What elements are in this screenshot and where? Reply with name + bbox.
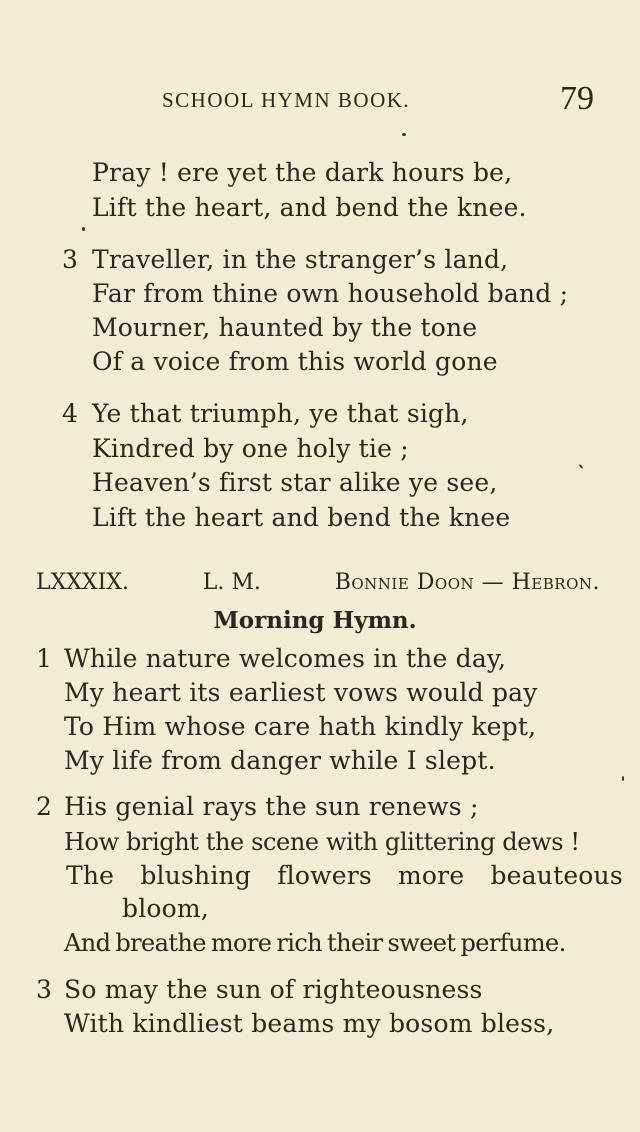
stanza-number: 3 [36,975,52,1004]
hymn-tunes: Bonnie Doon — Hebron. [334,570,600,595]
verse-line: My heart its earliest vows would pay [64,678,538,707]
verse-line: To Him whose care hath kindly kept, [64,712,537,741]
hymn-meter: L. M. [202,570,261,595]
verse-line: How bright the scene with glittering dews ! [64,828,580,856]
verse-line: Pray ! ere yet the dark hours be, [92,158,513,187]
stanza-number: 4 [62,399,78,428]
ink-speck [402,133,406,136]
verse-line: So may the sun of righteousness [64,975,483,1004]
verse-line: Lift the heart and bend the knee [92,503,511,532]
page-number: 79 [560,80,594,117]
hymn-numeral: LXXXIX. [36,570,129,595]
verse-line: Kindred by one holy tie ; [92,434,409,463]
verse-line: And breathe more rich their sweet perfume. [64,929,566,957]
hymn-title: Morning Hymn. [213,607,417,634]
stanza-number: 2 [36,792,52,821]
verse-line: Mourner, haunted by the tone [92,313,478,342]
verse-line: bloom, [122,894,209,923]
verse-line: My life from danger while I slept. [64,746,496,775]
verse-line: With kindliest beams my bosom bless, [64,1009,555,1038]
verse-line: Heaven’s first star alike ye see, [92,468,498,497]
stanza-number: 1 [36,644,52,673]
verse-line: His genial rays the sun renews ; [64,792,479,821]
verse-line: The blushing flowers more beauteous [66,861,623,890]
verse-line: Of a voice from this world gone [92,347,498,376]
verse-line: Ye that triumph, ye that sigh, [92,399,469,428]
hymn-heading [36,568,600,598]
ink-speck [622,776,624,781]
verse-line: Lift the heart, and bend the knee. [92,193,527,222]
ink-speck [579,464,584,469]
verse-line: While nature welcomes in the day, [64,644,507,673]
running-title: SCHOOL HYMN BOOK. [162,88,411,112]
verse-line: Traveller, in the stranger’s land, [92,245,509,274]
stanza-number: 3 [62,245,78,274]
verse-line: Far from thine own household band ; [92,279,569,308]
ink-speck [82,227,85,231]
